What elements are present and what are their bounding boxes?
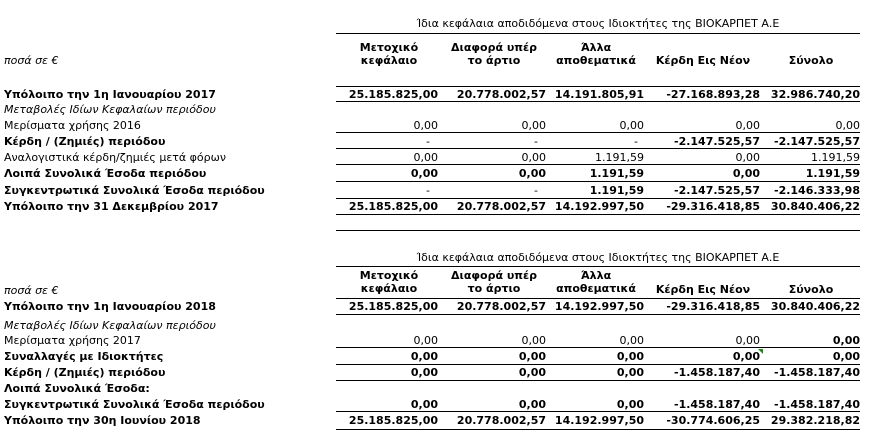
cell-share-premium: 0,00 — [518, 167, 546, 180]
cell-other-reserves: 14.192.997,50 — [554, 200, 644, 213]
table1-header-other-reserves: Άλλα αποθεματικά — [556, 41, 636, 67]
table2-header-share-capital: Μετοχικό κεφάλαιο — [359, 269, 419, 295]
table1-title: Ίδια κεφάλαια αποδιδόμενα στους Ιδιοκτήτες της ΒΙΟΚΑΡΠΕΤ Α.Ε — [416, 17, 780, 30]
cell-retained-earnings: -2.147.525,57 — [674, 184, 760, 197]
row-label: Κέρδη / (Ζημιές) περιόδου — [4, 135, 166, 148]
cell-retained-earnings: 0,00 — [735, 151, 760, 164]
row-label: Υπόλοιπο την 1η Ιανουαρίου 2018 — [4, 300, 216, 313]
cell-share-capital: 25.185.825,00 — [348, 200, 438, 213]
table1-bottom-rule — [336, 230, 860, 231]
table2-closing-rule — [336, 429, 860, 430]
row-label: Μερίσματα χρήσης 2017 — [4, 334, 141, 347]
table1-row-rule — [336, 164, 860, 165]
table1-row-other-comprehensive — [0, 166, 889, 181]
cell-total: 0,00 — [835, 119, 860, 132]
cell-share-capital: 25.185.825,00 — [348, 88, 438, 101]
table2-title: Ίδια κεφάλαια αποδιδόμενα στους Ιδιοκτήτες της ΒΙΟΚΑΡΠΕΤ Α.Ε — [416, 251, 780, 264]
cell-total: 0,00 — [832, 334, 860, 347]
cell-retained-earnings: 0,00 — [732, 350, 760, 363]
row-label: Υπόλοιπο την 1η Ιανουαρίου 2017 — [4, 88, 216, 101]
row-label: Λοιπά Συνολικά Έσοδα περιόδου — [4, 167, 207, 180]
cell-retained-earnings: 0,00 — [732, 167, 760, 180]
cell-other-reserves: 0,00 — [616, 366, 644, 379]
table1-header-total: Σύνολο — [788, 54, 834, 67]
table2-row-dividends — [0, 333, 889, 348]
cell-other-reserves: 0,00 — [619, 334, 644, 347]
cell-share-premium: - — [534, 184, 538, 197]
cell-total: 1.191,59 — [811, 151, 860, 164]
table1-row-profit-loss — [0, 134, 889, 149]
cell-other-reserves: 14.192.997,50 — [554, 414, 644, 427]
row-label: Υπόλοιπο την 30η Ιουνίου 2018 — [4, 414, 201, 427]
table1-row-rule — [336, 132, 860, 133]
table1-title-rule — [336, 33, 860, 34]
table1-header-share-premium: Διαφορά υπέρ το άρτιο — [451, 41, 537, 67]
table2-row-closing — [0, 413, 889, 428]
table2-title-rule — [336, 266, 860, 267]
cell-retained-earnings: -1.458.187,40 — [674, 398, 760, 411]
row-label: Συναλλαγές με Ιδιοκτήτες — [4, 350, 164, 363]
cell-total: 30.840.406,22 — [770, 300, 860, 313]
cell-share-capital: 0,00 — [410, 366, 438, 379]
cell-share-capital: 0,00 — [410, 398, 438, 411]
row-label: Μεταβολές Ιδίων Κεφαλαίων περιόδου — [4, 103, 216, 116]
cell-retained-earnings: -29.316.418,85 — [666, 300, 760, 313]
cell-share-premium: 0,00 — [521, 151, 546, 164]
table2-row-other-comprehensive-heading — [0, 381, 889, 396]
table2-row-opening — [0, 299, 889, 314]
row-label: Μερίσματα χρήσης 2016 — [4, 119, 141, 132]
cell-share-premium: 20.778.002,57 — [456, 200, 546, 213]
cell-retained-earnings: -29.316.418,85 — [666, 200, 760, 213]
cell-share-premium: 20.778.002,57 — [456, 300, 546, 313]
row-label: Μεταβολές Ιδίων Κεφαλαίων περιόδου — [4, 319, 216, 332]
table2-header-total: Σύνολο — [788, 283, 834, 296]
table1-row-actuarial — [0, 150, 889, 165]
cell-share-capital: 0,00 — [410, 167, 438, 180]
cell-total: -1.458.187,40 — [774, 366, 860, 379]
cell-total: 0,00 — [832, 350, 860, 363]
cell-other-reserves: 14.192.997,50 — [554, 300, 644, 313]
table1-row-closing — [0, 199, 889, 214]
cell-share-premium: 20.778.002,57 — [456, 88, 546, 101]
cell-other-reserves: 14.191.805,91 — [554, 88, 644, 101]
table1-row-total-comprehensive — [0, 183, 889, 198]
cell-other-reserves: 0,00 — [619, 119, 644, 132]
cell-share-capital: 0,00 — [413, 151, 438, 164]
cell-share-capital: 0,00 — [413, 334, 438, 347]
table1-row-rule — [336, 148, 860, 149]
table1-header-retained-earnings: Κέρδη Εις Νέον — [655, 54, 751, 67]
cell-other-reserves: 1.191,59 — [589, 167, 644, 180]
table2-header-share-premium: Διαφορά υπέρ το άρτιο — [451, 269, 537, 295]
cell-other-reserves: 0,00 — [616, 398, 644, 411]
cell-other-reserves: - — [634, 135, 638, 148]
cell-share-premium: 0,00 — [521, 119, 546, 132]
cell-share-capital: 25.185.825,00 — [348, 414, 438, 427]
cell-share-capital: 25.185.825,00 — [348, 300, 438, 313]
cell-share-capital: 0,00 — [413, 119, 438, 132]
table2-header-other-reserves: Άλλα αποθεματικά — [556, 269, 636, 295]
cell-other-reserves: 1.191,59 — [595, 151, 644, 164]
table2-row-rule — [336, 347, 860, 348]
table2-header-retained-earnings: Κέρδη Εις Νέον — [655, 283, 751, 296]
row-label: Αναλογιστικά κέρδη/ζημιές μετά φόρων — [4, 151, 226, 164]
table2-row-rule — [336, 314, 860, 315]
table2-row-total-comprehensive — [0, 397, 889, 412]
table2-row-rule — [336, 411, 860, 412]
table2-amounts-label: ποσά σε € — [4, 284, 59, 297]
cell-total: -2.146.333,98 — [774, 184, 860, 197]
table1-row-opening — [0, 87, 889, 102]
cell-share-capital: - — [426, 135, 430, 148]
cell-retained-earnings: 0,00 — [735, 119, 760, 132]
table2-row-owner-transactions — [0, 349, 889, 364]
cell-retained-earnings: -1.458.187,40 — [674, 366, 760, 379]
cell-total: 32.986.740,20 — [770, 88, 860, 101]
row-label: Συγκεντρωτικά Συνολικά Έσοδα περιόδου — [4, 398, 265, 411]
row-label: Λοιπά Συνολικά Έσοδα: — [4, 382, 150, 395]
cell-share-premium: 0,00 — [518, 350, 546, 363]
table1-amounts-label: ποσά σε € — [4, 54, 59, 67]
cell-share-capital: - — [426, 184, 430, 197]
cell-total: 1.191,59 — [805, 167, 860, 180]
row-label: Συγκεντρωτικά Συνολικά Έσοδα περιόδου — [4, 184, 265, 197]
cell-share-premium: 0,00 — [518, 398, 546, 411]
cell-share-premium: - — [534, 135, 538, 148]
cell-retained-earnings: -30.774.606,25 — [666, 414, 760, 427]
cell-other-reserves: 1.191,59 — [589, 184, 644, 197]
table1-row-changes-heading — [0, 102, 889, 117]
table1-closing-rule — [336, 214, 860, 215]
cell-retained-earnings: -27.168.893,28 — [666, 88, 760, 101]
cell-note-marker-icon — [758, 349, 763, 354]
cell-share-premium: 0,00 — [521, 334, 546, 347]
cell-share-capital: 0,00 — [410, 350, 438, 363]
cell-total: 30.840.406,22 — [770, 200, 860, 213]
cell-retained-earnings: -2.147.525,57 — [674, 135, 760, 148]
cell-other-reserves: 0,00 — [616, 350, 644, 363]
cell-retained-earnings: 0,00 — [735, 334, 760, 347]
cell-share-premium: 20.778.002,57 — [456, 414, 546, 427]
cell-total: -2.147.525,57 — [774, 135, 860, 148]
row-label: Υπόλοιπο την 31 Δεκεμβρίου 2017 — [4, 200, 219, 213]
cell-total: 29.382.218,82 — [770, 414, 860, 427]
table1-row-dividends — [0, 118, 889, 133]
table1-header-share-capital: Μετοχικό κεφάλαιο — [359, 41, 419, 67]
cell-total: -1.458.187,40 — [774, 398, 860, 411]
table2-row-profit-loss — [0, 365, 889, 380]
table1-row-rule — [336, 181, 860, 182]
table2-row-changes-heading — [0, 318, 889, 333]
row-label: Κέρδη / (Ζημιές) περιόδου — [4, 366, 166, 379]
cell-share-premium: 0,00 — [518, 366, 546, 379]
